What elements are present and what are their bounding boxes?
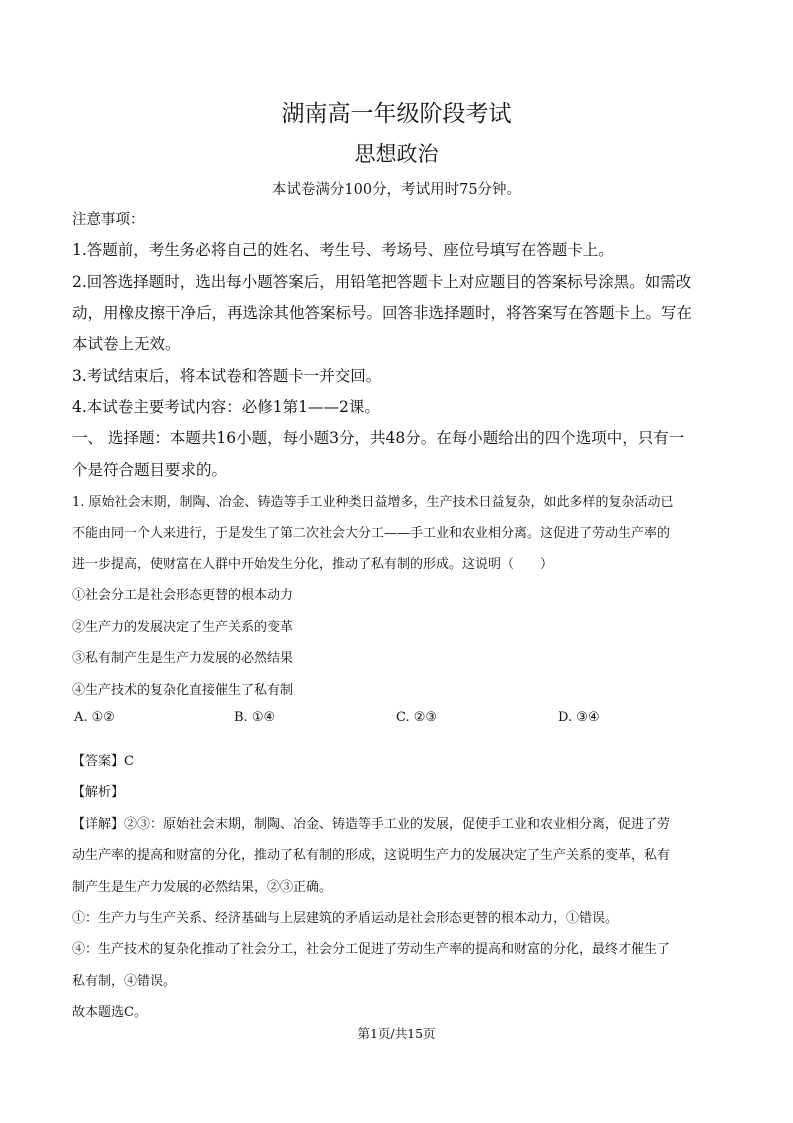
detail-line-1: 【详解】②③：原始社会末期，制陶、冶金、铸造等手工业的发展，促使手工业和农业相分离，促进了劳 xyxy=(72,817,671,832)
statement-1: ①社会分工是社会形态更替的根本动力 xyxy=(72,588,294,603)
detail-line-4: ①：生产力与生产关系、经济基础与上层建筑的矛盾运动是社会形态更替的根本动力，①错误。 xyxy=(72,911,619,926)
detail-line-5: ④：生产技术的复杂化推动了社会分工，社会分工促进了劳动生产率的提高和财富的分化，最终才催生了 xyxy=(72,942,671,957)
section-instruction-line-2: 个是符合题目要求的。 xyxy=(72,461,228,479)
question-stem-line-1: 1. 原始社会末期，制陶、冶金、铸造等手工业种类日益增多，生产技术日益复杂，如此多样的复杂活动已 xyxy=(72,495,674,510)
exam-title: 湖南高一年级阶段考试 xyxy=(281,101,512,127)
note-item-2-line-3: 本试卷上无效。 xyxy=(72,335,181,353)
note-item-3: 3.考试结束后，将本试卷和答题卡一并交回。 xyxy=(72,367,382,385)
note-item-4: 4.本试卷主要考试内容：必修1第1——2课。 xyxy=(72,398,380,416)
statement-3: ③私有制产生是生产力发展的必然结果 xyxy=(72,651,294,666)
option-c: C. ②③ xyxy=(396,710,438,725)
section-instruction-line-1: 一、 选择题：本题共16小题，每小题3分，共48分。在每小题给出的四个选项中，只有一 xyxy=(72,429,685,447)
statement-2: ②生产力的发展决定了生产关系的变革 xyxy=(72,620,294,635)
option-d: D. ③④ xyxy=(558,710,600,725)
option-a: A. ①② xyxy=(74,710,115,725)
conclusion: 故本题选C。 xyxy=(72,1005,147,1020)
note-item-2-line-2: 动，用橡皮擦干净后，再选涂其他答案标号。回答非选择题时，将答案写在答题卡上。写在 xyxy=(72,304,693,322)
option-b: B. ①④ xyxy=(234,710,276,725)
detail-line-3: 制产生是生产力发展的必然结果，②③正确。 xyxy=(72,880,333,895)
detail-line-2: 动生产率的提高和财富的分化，推动了私有制的形成，这说明生产力的发展决定了生产关系的变革，私有 xyxy=(72,848,671,863)
question-stem-line-3: 进一步提高，使财富在人群中开始发生分化，推动了私有制的形成。这说明（ ） xyxy=(72,557,554,572)
statement-4: ④生产技术的复杂化直接催生了私有制 xyxy=(72,683,294,698)
answer-label: 【答案】C xyxy=(72,754,134,769)
page-footer: 第1页/共15页 xyxy=(357,1026,436,1041)
analysis-label: 【解析】 xyxy=(72,785,125,800)
detail-line-6: 私有制，④错误。 xyxy=(72,974,177,989)
note-item-1: 1.答题前，考生务必将自己的姓名、考生号、考场号、座位号填写在答题卡上。 xyxy=(72,241,614,259)
notes-heading: 注意事项： xyxy=(72,212,145,228)
note-item-2-line-1: 2.回答选择题时，选出每小题答案后，用铅笔把答题卡上对应题目的答案标号涂黑。如需改 xyxy=(72,273,692,291)
exam-info: 本试卷满分100分，考试用时75分钟。 xyxy=(271,182,522,198)
question-stem-line-2: 不能由同一个人来进行，于是发生了第二次社会大分工——手工业和农业相分离。这促进了劳动生产率的 xyxy=(72,526,671,541)
exam-subject: 思想政治 xyxy=(354,142,439,166)
